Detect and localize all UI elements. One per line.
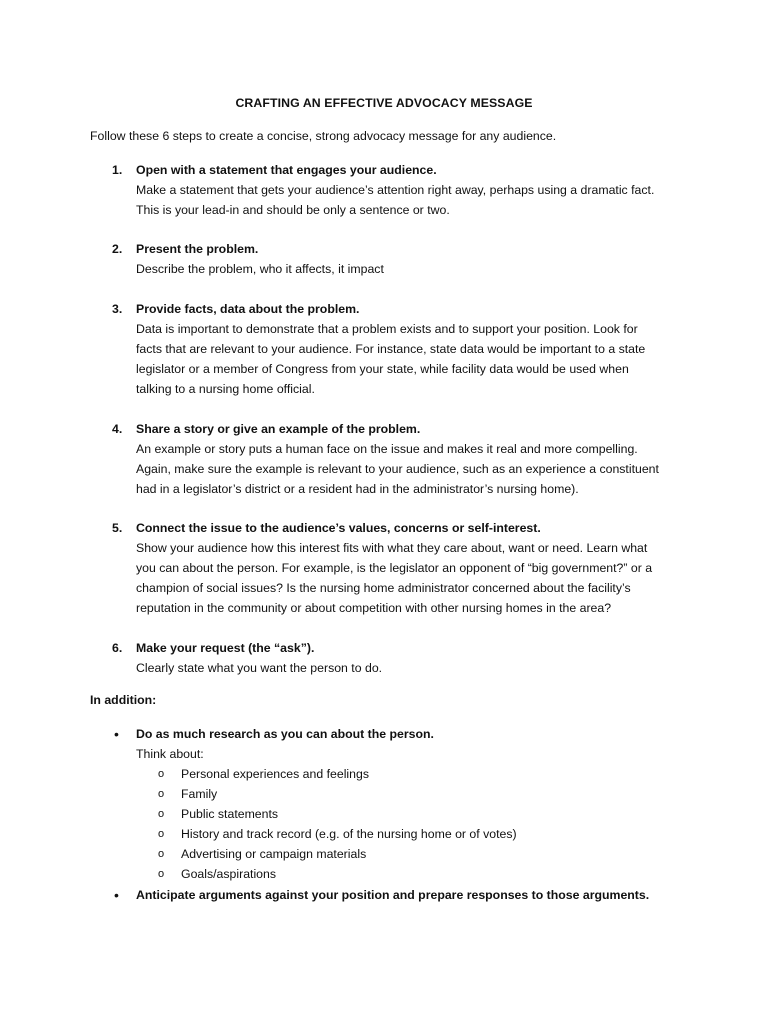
list-item [158,824,658,844]
step-line: champion of social issues? Is the nursing home administrator concerned about the facility’s [136,581,631,595]
step-number: 1. [112,163,123,177]
list-item [158,784,658,804]
step-line: Show your audience how this interest fits with what they care about, want or need. Learn what [136,541,648,555]
bullet-anticipate [114,885,694,905]
step-line: Make a statement that gets your audience’s attention right away, perhaps using a dramatic fact. [136,183,655,197]
step-heading: Present the problem. [136,242,259,256]
intro-paragraph: Follow these 6 steps to create a concise, strong advocacy message for any audience. [90,129,557,143]
list-marker: o [158,848,165,860]
step-heading: Open with a statement that engages your audience. [136,163,437,177]
list-marker: o [158,808,165,820]
step-number: 3. [112,302,123,316]
step-heading: Connect the issue to the audience’s values, concerns or self-interest. [136,521,541,535]
list-marker: o [158,788,165,800]
list-item [158,764,658,784]
list-item-text: Goals/aspirations [181,867,277,881]
list-marker: o [158,868,165,880]
step-heading: Provide facts, data about the problem. [136,302,360,316]
step-line: legislator or a member of Congress from your state, while facility data would be used when [136,362,629,376]
list-item-text: Advertising or campaign materials [181,847,367,861]
list-item-text: Family [181,787,218,801]
bullet-heading: Anticipate arguments against your position and prepare responses to those arguments. [136,888,650,902]
step-1 [112,160,692,220]
in-addition-label: In addition: [90,693,157,707]
list-item-text: History and track record (e.g. of the nursing home or of votes) [181,827,517,841]
bullet-marker: • [114,887,119,903]
step-number: 6. [112,641,123,655]
step-line: Data is important to demonstrate that a problem exists and to support your position. Look for [136,322,638,336]
step-heading: Share a story or give an example of the problem. [136,422,421,436]
step-number: 4. [112,422,123,436]
list-marker: o [158,828,165,840]
step-heading: Make your request (the “ask”). [136,641,315,655]
step-line: reputation in the community or about competition with other nursing homes in the area? [136,601,612,615]
step-line: Describe the problem, who it affects, it impact [136,262,384,276]
step-line: Clearly state what you want the person to do. [136,661,383,675]
bullet-marker: • [114,726,119,742]
list-marker: o [158,768,165,780]
step-line: An example or story puts a human face on the issue and makes it real and more compelling. [136,442,638,456]
list-item [158,844,658,864]
step-line: This is your lead-in and should be only a sentence or two. [136,203,450,217]
step-2 [112,239,692,279]
step-line: you can about the person. For example, is the legislator an opponent of “big government?” or a [136,561,653,575]
step-3 [112,299,692,399]
bullet-heading: Do as much research as you can about the person. [136,727,434,741]
list-item [158,804,658,824]
step-5 [112,518,692,618]
step-number: 2. [112,242,123,256]
step-4 [112,419,692,499]
list-item [158,864,658,884]
step-number: 5. [112,521,123,535]
list-item-text: Public statements [181,807,279,821]
page-title: CRAFTING AN EFFECTIVE ADVOCACY MESSAGE [235,96,533,110]
step-line: Again, make sure the example is relevant to your audience, such as an experience a constituent [136,462,659,476]
step-line: had in a legislator’s district or a resident had in the administrator’s nursing home). [136,482,579,496]
think-about-list [158,764,658,884]
list-item-text: Personal experiences and feelings [181,767,369,781]
bullet-research [114,724,694,764]
step-6 [112,638,692,678]
step-line: facts that are relevant to your audience. For instance, state data would be important to a state [136,342,646,356]
step-line: talking to a nursing home official. [136,382,315,396]
bullet-subheading: Think about: [136,747,204,761]
